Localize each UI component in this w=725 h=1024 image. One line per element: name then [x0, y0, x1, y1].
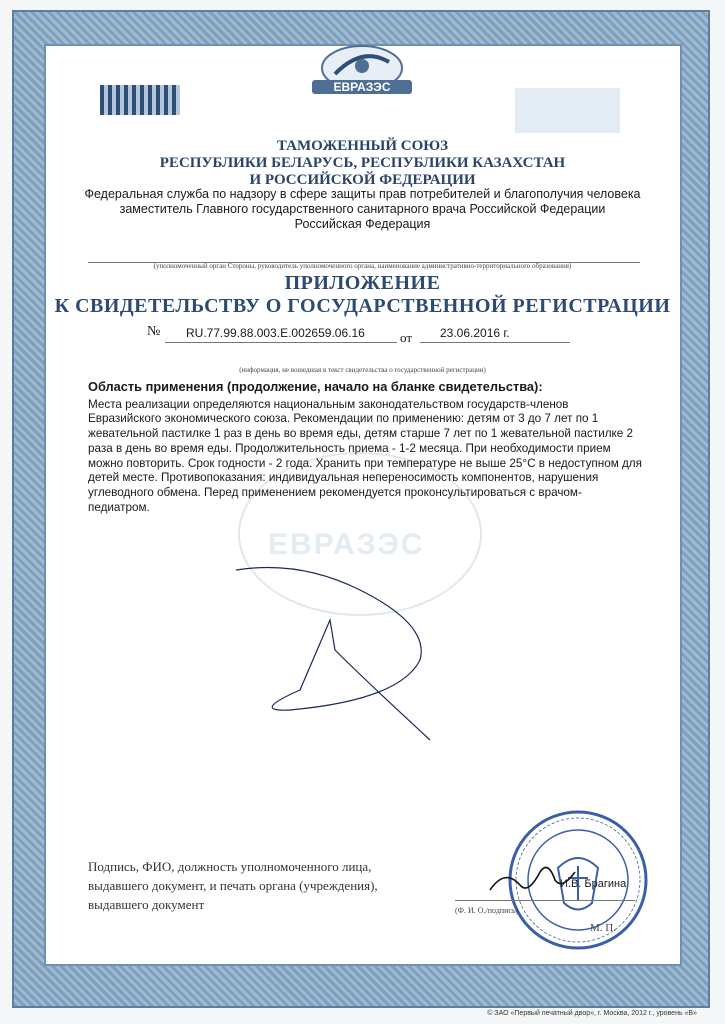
registration-date: 23.06.2016 г.	[440, 326, 510, 340]
title-line-1: ПРИЛОЖЕНИЕ	[284, 272, 441, 294]
registration-caption: (информация, не вошедшая в текст свидетельства о государственной регистрации)	[239, 366, 486, 374]
agency-caption: (уполномоченный орган Стороны, руководитель уполномоченного органа, наименование административно-территориального образования)	[153, 262, 572, 270]
application-text: Места реализации определяются национальным законодательством государств-членов Евразийского экономического союза. Рекомендации по применению: детям от 3 до 7 лет по 1 жевательной пастилке 1 раз в день во время еды, детям старше 7 лет по 1 жевательной пастилке 2 раза в день во время еды. Продолжительность приема - 1-2 месяца. При необходимости прием можно повторить. Срок годности - 2 года. Хранить при температуре не выше 25°С в недоступном для детей месте. Противопоказания: индивидуальная непереносимость компонентов, нарушения углеводного обмена. Перед применением рекомендуется проконсультироваться с врачом-педиатром.	[88, 397, 642, 514]
logo-label: ЕВРАЗЭС	[312, 80, 412, 94]
agency-line-1: Федеральная служба по надзору в сфере защиты прав потребителей и благополучия человека	[84, 187, 641, 201]
signer-underline	[455, 900, 635, 901]
seal-placeholder: М. П.	[590, 922, 616, 934]
signer-name: И.В. Брагина	[560, 878, 627, 890]
fio-caption: (Ф. И. О./подпись)	[455, 906, 519, 915]
header-line-1: ТАМОЖЕННЫЙ СОЮЗ	[276, 138, 449, 154]
agency-line-2: заместитель Главного государственного санитарного врача Российской Федерации	[119, 202, 606, 216]
registration-number: RU.77.99.88.003.E.002659.06.16	[186, 326, 365, 340]
agency-line-3: Российская Федерация	[294, 217, 431, 231]
number-label: №	[147, 324, 161, 339]
header-line-3: И РОССИЙСКОЙ ФЕДЕРАЦИИ	[249, 172, 476, 188]
title-line-2: К СВИДЕТЕЛЬСТВУ О ГОСУДАРСТВЕННОЙ РЕГИСТРАЦИИ	[54, 295, 671, 317]
header-line-2: РЕСПУБЛИКИ БЕЛАРУСЬ, РЕСПУБЛИКИ КАЗАХСТАН	[159, 155, 566, 171]
signature-label: Подпись, ФИО, должность уполномоченного лица, выдавшего документ, и печать органа (учреждения), выдавшего документ	[88, 859, 378, 912]
date-label: от	[400, 330, 413, 345]
application-heading: Область применения (продолжение, начало на бланке свидетельства):	[88, 379, 543, 394]
printer-note: © ЗАО «Первый печатный двор», г. Москва, 2012 г., уровень «В»	[487, 1010, 697, 1017]
watermark-text: ЕВРАЗЭС	[268, 528, 425, 561]
